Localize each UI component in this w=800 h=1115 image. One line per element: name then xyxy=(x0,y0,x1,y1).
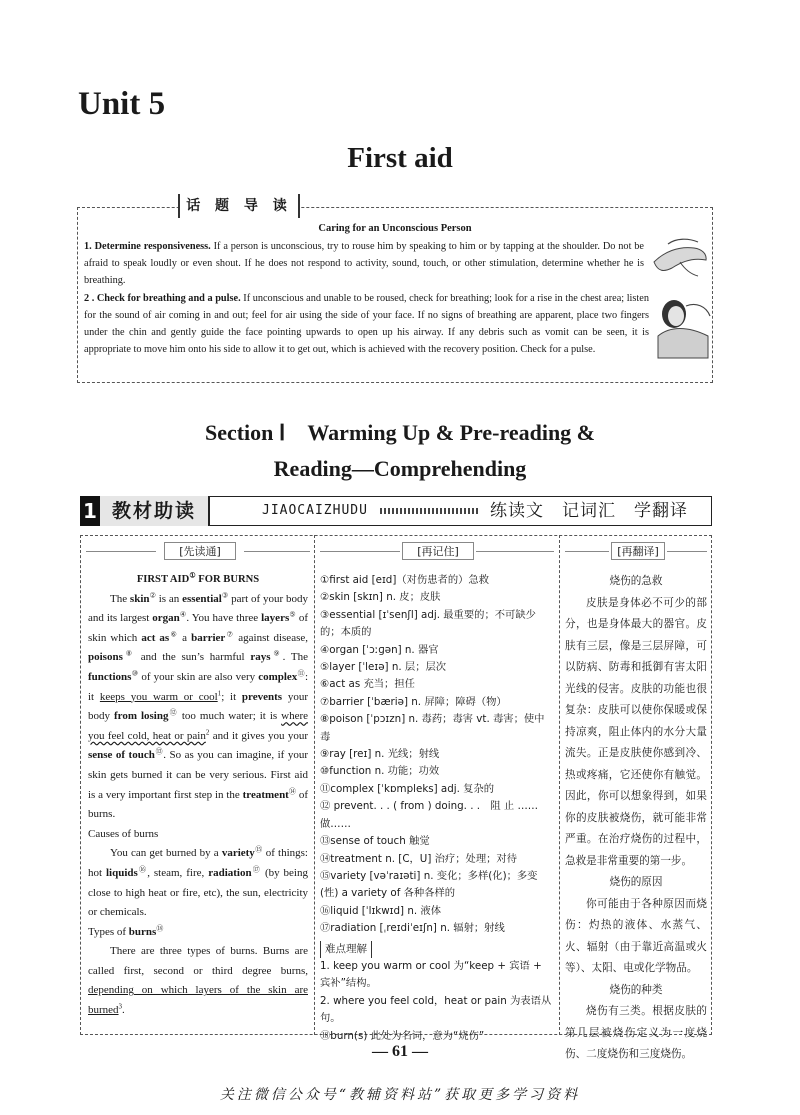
note-item: 1. keep you warm or cool 为“keep + 宾语 + 宾补”结构。 xyxy=(320,959,542,990)
column-header-memorize: [再记住] xyxy=(402,542,474,560)
vocab-item: ⑥act as 充当；担任 xyxy=(320,678,415,691)
vocab-item: ⑫ prevent. . . ( from ) doing. . . 阻 止 ……做…… xyxy=(320,800,539,830)
vocab-item: ②skin [skɪn] n. 皮；皮肤 xyxy=(320,591,441,604)
column-header-translate: [再翻译] xyxy=(611,542,665,560)
vocab-item: ⑤layer [ˈleɪə] n. 层；层次 xyxy=(320,661,447,674)
banner-stripe xyxy=(380,508,480,514)
vocab-item: ④organ [ˈɔːɡən] n. 器官 xyxy=(320,643,439,656)
translation-paragraph-3: 烧伤有三类。根据皮肤的第几层被烧伤定义为一度烧伤、二度烧伤和三度烧伤。 xyxy=(565,1005,707,1060)
vocab-item: ⑬sense of touch 触觉 xyxy=(320,835,430,848)
note-item: 2. where you feel cold，heat or pain 为表语从句。 xyxy=(320,994,552,1025)
topic-p1-text: If a person is unconscious, try to rouse him by speaking to him or by tapping at the shoulder. Do not be afraid to speak loudly or even shout. If he does not respond to activity, sound, touch, or other stimulation, determine whether he is breathing. xyxy=(84,241,644,286)
translation-paragraph-2: 你可能由于各种原因而烧伤：灼热的液体、水蒸气、火、辐射（由于靠近高温或火等）、太阳、电或化学物品。 xyxy=(565,897,707,974)
reading-paragraph-1: The skin② is an essential③ part of your body and its largest organ④. You have three layers⑤ of skin which act as⑥ a barrier⑦ against disease, poisons⑧ and the sun’s harmful rays⑨. The functions⑩ of your skin are also very complex⑪: it keeps you warm or cool$^1$; it prevents your body from losing⑫ too much water; it is where you feel cold, heat or pain$^2$ and it gives you your sense of touch⑬. So as you can imagine, if your skin gets burned it can be very serious. First aid is a very important first step in the treatment⑭ of burns. xyxy=(88,590,309,821)
topic-p2-text: If unconscious and unable to be roused, check for breathing; look for a rise in the chest area; listen for the sound of air coming in and out; feel for air using the side of your face. If no signs of breathing are apparent, place two fingers under the chin and gently guide the face pointing upwards to open up his airway. If any debris such as vomit can be seen, it is appropriate to move him onto his side to allow it to get out, which is achieved with the recovery position. Check for a pulse. xyxy=(84,293,650,355)
reading-paragraph-2: You can get burned by a variety⑮ of things: hot liquids⑯, steam, fire, radiation⑰ (by being close to high heat or fire, etc), the sun, electricity or chemicals. xyxy=(88,845,308,919)
head-rule xyxy=(667,551,707,552)
translation-paragraph-1: 皮肤是身体必不可少的部分，也是身体最大的器官。皮肤有三层，像是三层屏障，可以防病、防毒和抵御有害太阳光线的侵害。皮肤的功能也很复杂：皮肤可以使你保暖或保持凉爽，阻止体内的水分大量流失。正是皮肤使你感到冷、热或疼痛，它还使你有触觉。因此，你可以想象得到，如果你的皮肤被烧伤，就可能非常严重。在治疗烧伤的过程中，急救是非常重要的第一步。 xyxy=(565,596,707,867)
section-title-line-2: Reading—Comprehending xyxy=(273,456,527,481)
types-heading-text: Types of xyxy=(88,925,127,938)
footnote-marker: ① xyxy=(189,571,196,580)
page-number: — 61 — xyxy=(372,1043,428,1060)
vocab-item: ⑯liquid [ˈlɪkwɪd] n. 液体 xyxy=(320,904,441,917)
section-title-line-1: Section Ⅰ Warming Up & Pre-reading & xyxy=(204,420,596,445)
vocab-item: ①first aid [eɪd]（对伤患者的）急救 xyxy=(320,574,490,586)
difficulty-label: 难点理解 xyxy=(320,941,372,958)
vocab-item: ⑪complex [ˈkɒmpleks] adj. 复杂的 xyxy=(320,782,495,795)
footer-note: 关注微信公众号“教辅资料站”获取更多学习资料 xyxy=(219,1087,581,1103)
vocab-item: ⑮variety [vəˈraɪəti] n. 变化；多样(化)；多变(性) a variety of 各种各样的 xyxy=(320,869,538,900)
vocab-item: ⑰radiation [ˌreɪdiˈeɪʃn] n. 辐射；射线 xyxy=(320,922,505,935)
translation-text xyxy=(565,571,707,1066)
topic-p2-lead: 2 . Check for breathing and a pulse. xyxy=(84,293,241,304)
reading-title-tail: FOR BURNS xyxy=(195,574,260,585)
column-header-read: [先读通] xyxy=(164,542,236,560)
translation-heading-types: 烧伤的种类 xyxy=(609,983,663,996)
unit-title: Unit 5 xyxy=(78,86,166,122)
vocab-item: ③essential [ɪˈsenʃl] adj. 最重要的；不可缺少的；本质的 xyxy=(320,608,536,639)
banner-pinyin: JIAOCAIZHUDU xyxy=(262,503,368,518)
topic-paragraph-2 xyxy=(84,290,649,358)
vocabulary-list xyxy=(320,572,552,1045)
causes-heading: Causes of burns xyxy=(88,827,159,840)
topic-p1-lead: 1. Determine responsiveness. xyxy=(84,241,211,252)
banner-slogan: 练读文 记词汇 学翻译 xyxy=(490,501,688,521)
types-heading: Types of burns⑱ xyxy=(88,924,164,938)
reading-paragraph-3: There are three types of burns. Burns are called first, second or third degree burns, depending on which layers of the skin are burned$^3$. xyxy=(88,945,308,1017)
reading-title-text: FIRST AID xyxy=(136,574,190,585)
note-item: ⑱burn(s) 此处为名词，意为“烧伤” xyxy=(320,1029,485,1042)
topic-tag: 话 题 导 读 xyxy=(178,194,300,218)
tapping-shoulder-illustration xyxy=(650,232,710,280)
banner-number: 1 xyxy=(80,496,100,526)
translation-title: 烧伤的急救 xyxy=(609,575,663,587)
reading-title xyxy=(88,570,308,590)
vocab-item: ⑦barrier [ˈbæriə] n. 屏障；障碍（物） xyxy=(320,695,507,708)
vocab-item: ⑩function n. 功能；功效 xyxy=(320,765,440,778)
vocab-item: ⑨ray [reɪ] n. 光线；射线 xyxy=(320,748,440,761)
banner-title: 教材助读 xyxy=(100,496,210,526)
translation-heading-causes: 烧伤的原因 xyxy=(609,876,663,888)
head-rule xyxy=(86,551,156,552)
vocab-item: ⑭treatment n. [C，U] 治疗；处理；对待 xyxy=(320,852,518,865)
head-rule xyxy=(476,551,554,552)
breathing-check-illustration xyxy=(652,292,714,362)
head-rule xyxy=(320,551,400,552)
head-rule xyxy=(565,551,609,552)
vocab-item: ⑧poison [ˈpɔɪzn] n. 毒药；毒害 vt. 毒害；使中毒 xyxy=(320,713,545,743)
column-divider-2 xyxy=(559,535,560,1035)
topic-paragraph-1 xyxy=(84,238,644,289)
reading-text xyxy=(88,570,308,1021)
page-title: First aid xyxy=(347,142,453,174)
topic-heading: Caring for an Unconscious Person xyxy=(318,223,472,234)
head-rule xyxy=(244,551,310,552)
column-divider-1 xyxy=(314,535,315,1035)
